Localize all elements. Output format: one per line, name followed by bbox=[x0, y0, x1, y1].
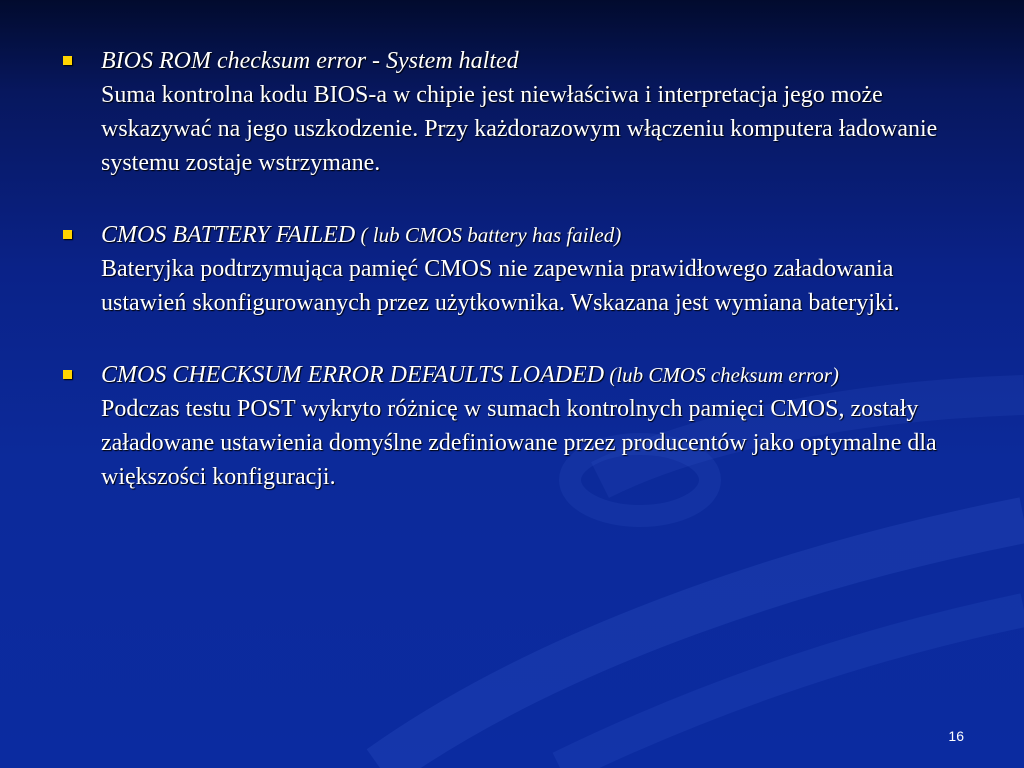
square-bullet-icon bbox=[63, 230, 72, 239]
slide-content bbox=[60, 44, 960, 532]
item-heading-aside: (lub CMOS cheksum error) bbox=[604, 363, 839, 387]
bullet-item-cmos-battery bbox=[60, 218, 960, 320]
item-heading-text: CMOS CHECKSUM ERROR DEFAULTS LOADED bbox=[101, 362, 605, 388]
square-bullet-icon bbox=[63, 370, 72, 379]
item-description: Suma kontrolna kodu BIOS-a w chipie jest niewłaściwa i interpretacja jego może wskazywać na jego uszkodzenie. Przy każdorazowym włączeniu komputera ładowanie systemu zostaje wstrzymane. bbox=[101, 82, 938, 176]
bullet-item-bios-rom bbox=[60, 44, 960, 180]
item-description: Podczas testu POST wykryto różnicę w sumach kontrolnych pamięci CMOS, zostały załadowane ustawienia domyślne zdefiniowane przez producentów jako optymalne dla większości konfiguracji. bbox=[101, 396, 937, 490]
item-description: Bateryjka podtrzymująca pamięć CMOS nie zapewnia prawidłowego załadowania ustawień skonfigurowanych przez użytkownika. Wskazana jest wymiana bateryjki. bbox=[101, 256, 900, 316]
bullet-item-cmos-checksum bbox=[60, 358, 960, 494]
item-heading-aside: ( lub CMOS battery has failed) bbox=[355, 223, 622, 247]
square-bullet-icon bbox=[63, 56, 72, 65]
item-heading bbox=[101, 218, 960, 252]
item-heading-text: CMOS BATTERY FAILED bbox=[101, 222, 356, 248]
item-heading bbox=[101, 44, 960, 78]
item-heading bbox=[101, 358, 960, 392]
item-heading-text: BIOS ROM checksum error - System halted bbox=[101, 48, 519, 74]
page-number: 16 bbox=[948, 728, 964, 744]
